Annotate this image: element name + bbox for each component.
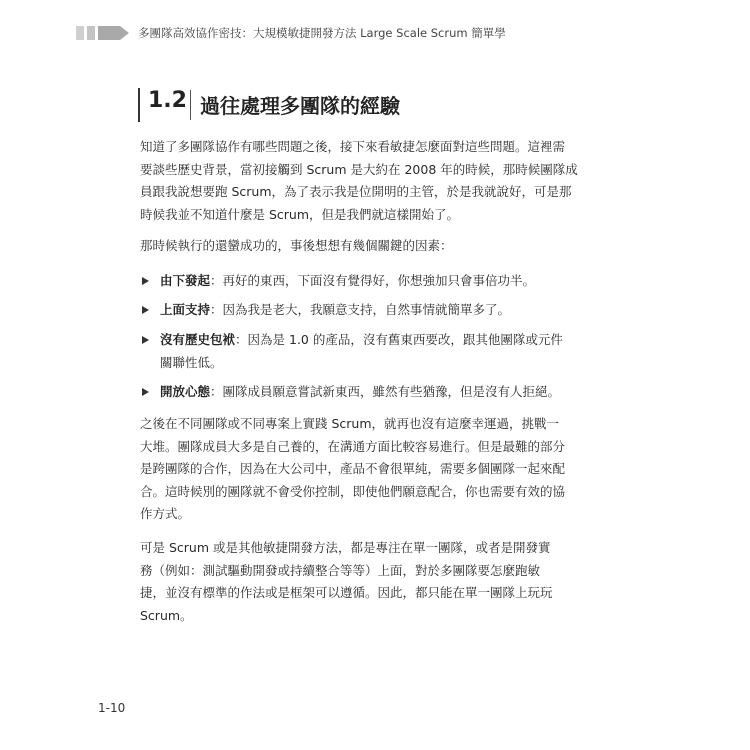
paragraph-line: 作方式。	[140, 506, 191, 521]
running-title: 多團隊高效協作密技：大規模敏捷開發方法 Large Scale Scrum 簡單學	[138, 26, 506, 40]
paragraph-line: 那時候執行的還蠻成功的，事後想想有幾個關鍵的因素：	[140, 238, 453, 253]
bullet-text: 關聯性低。	[160, 354, 223, 370]
bullet-term: 開放心態	[160, 384, 211, 399]
bullet-term: 上面支持	[160, 302, 211, 317]
paragraph-line: 務（例如：測試驅動開發或持續整合等等）上面，對於多團隊要怎麼跑敏	[140, 562, 541, 578]
bullet-triangle-icon	[142, 306, 149, 314]
paragraph-2	[140, 235, 580, 258]
bullet-text: ：因為我是老大，我願意支持，自然事情就簡單多了。	[210, 302, 511, 317]
section-number: 1.2	[148, 88, 187, 113]
paragraph-line: 是跨團隊的合作，因為在大公司中，產品不會很單純，需要多個團隊一起來配	[140, 461, 566, 476]
header-arrow-icon	[76, 26, 130, 40]
paragraph-line: 要談些歷史背景，當初接觸到 Scrum 是大約在 2008 年的時候，那時候團隊成	[140, 161, 578, 177]
paragraph-1	[140, 136, 580, 226]
bullet-triangle-icon	[142, 388, 149, 396]
paragraph-line: 時候我並不知道什麼是 Scrum，但是我們就這樣開始了。	[140, 206, 460, 222]
bullet-text: ：再好的東西，下面沒有覺得好，你想強加只會事倍功半。	[210, 273, 536, 288]
paragraph-3	[140, 413, 580, 526]
paragraph-line: 可是 Scrum 或是其他敏捷開發方法，都是專注在單一團隊，或者是開發實	[140, 540, 551, 555]
bullet-text: ：因為是 1.0 的產品，沒有舊東西要改，跟其他團隊或元件	[235, 332, 563, 347]
bullet-text: ：團隊成員願意嘗試新東西，雖然有些猶豫，但是沒有人拒絕。	[210, 384, 561, 399]
paragraph-line: 知道了多團隊協作有哪些問題之後，接下來看敏捷怎麼面對這些問題。這裡需	[140, 139, 566, 154]
section-divider	[190, 90, 191, 120]
paragraph-line: Scrum。	[140, 607, 193, 623]
paragraph-line: 捷，並沒有標準的作法或是框架可以遵循。因此，都只能在單一團隊上玩玩	[140, 585, 553, 600]
section-title: 過往處理多團隊的經驗	[200, 94, 400, 118]
bullet-triangle-icon	[142, 277, 149, 285]
paragraph-line: 員跟我說想要跑 Scrum，為了表示我是位開明的主管，於是我就說好，可是那	[140, 184, 572, 199]
paragraph-line: 之後在不同團隊或不同專案上實踐 Scrum，就再也沒有這麼幸運過，挑戰一	[140, 416, 560, 431]
running-header	[76, 22, 716, 46]
paragraph-line: 合。這時候別的團隊就不會受你控制，即使他們願意配合，你也需要有效的協	[140, 483, 566, 499]
bullet-triangle-icon	[142, 336, 149, 344]
page-number: 1-10	[98, 701, 126, 715]
paragraph-4	[140, 537, 580, 627]
paragraph-line: 大堆。團隊成員大多是自己養的，在溝通方面比較容易進行。但是最難的部分	[140, 438, 566, 454]
section-rule	[138, 88, 140, 122]
bullet-term: 沒有歷史包袱	[160, 332, 236, 347]
bullet-term: 由下發起	[160, 273, 211, 288]
